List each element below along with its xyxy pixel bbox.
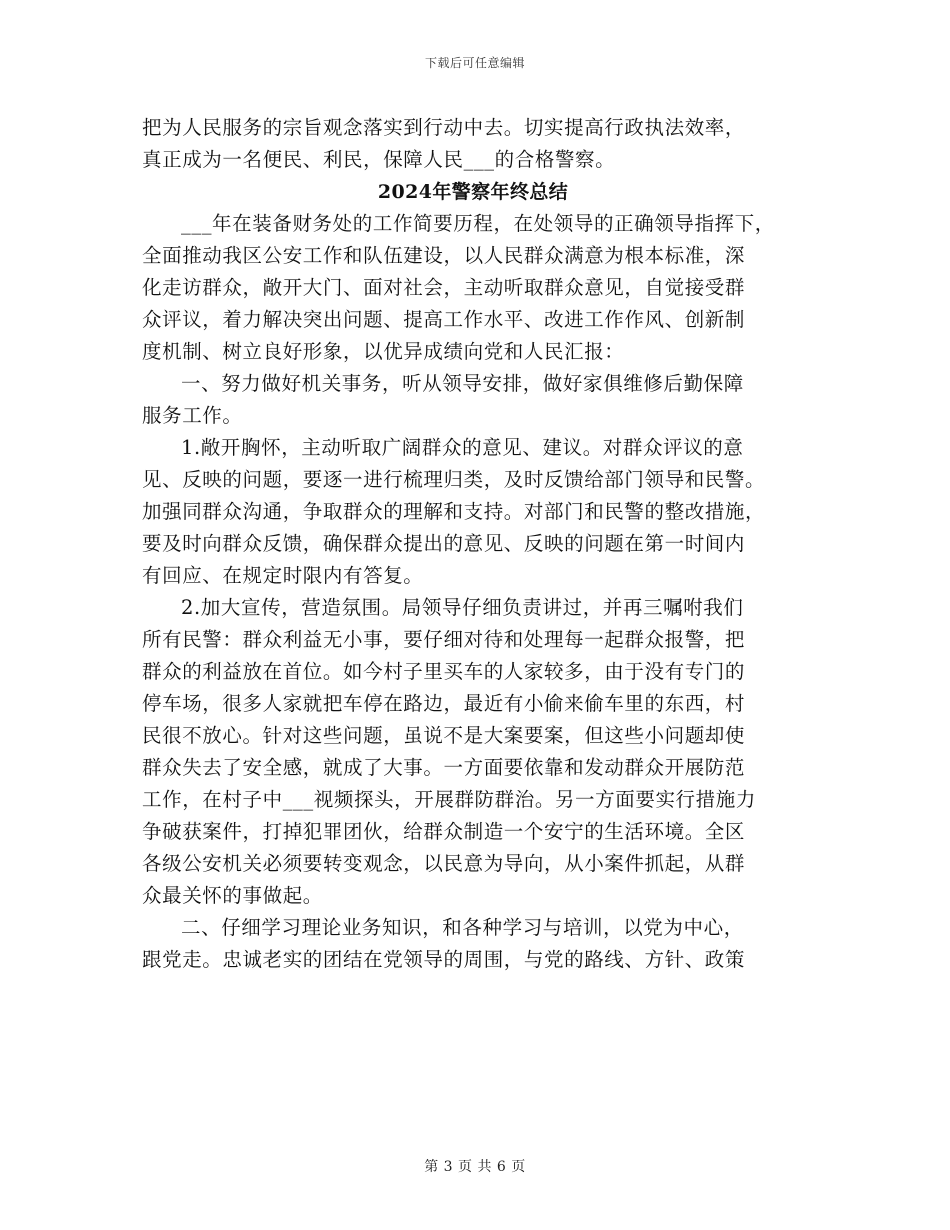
text-line: 服务工作。 bbox=[142, 404, 243, 427]
text-line: 所有民警：群众利益无小事，要仔细对待和处理每一起群众报警，把 bbox=[142, 628, 746, 651]
text-line: 真正成为一名便民、利民，保障人民___的合格警察。 bbox=[142, 148, 616, 171]
text-line: 众评议，着力解决突出问题、提高工作水平、改进工作作风、创新制 bbox=[142, 308, 746, 331]
text-line: 加强同群众沟通，争取群众的理解和支持。对部门和民警的整改措施， bbox=[142, 500, 766, 523]
paragraph-first-line: 二、仔细学习理论业务知识，和各种学习与培训，以党为中心， bbox=[181, 916, 744, 939]
text-line: 跟党走。忠诚老实的团结在党领导的周围，与党的路线、方针、政策 bbox=[142, 948, 746, 971]
text-line: 把为人民服务的宗旨观念落实到行动中去。切实提高行政执法效率， bbox=[142, 116, 746, 139]
paragraph-first-line: 2.加大宣传，营造氛围。局领导仔细负责讲过，并再三嘱咐我们 bbox=[181, 596, 744, 619]
text-line: 化走访群众，敞开大门、面对社会，主动听取群众意见，自觉接受群 bbox=[142, 276, 746, 299]
text-line: 民很不放心。针对这些问题，虽说不是大案要案，但这些小问题却使 bbox=[142, 724, 746, 747]
text-line: 度机制、树立良好形象，以优异成绩向党和人民汇报： bbox=[142, 340, 625, 363]
text-line: 争破获案件，打掉犯罪团伙，给群众制造一个安宁的生活环境。全区 bbox=[142, 820, 746, 843]
text-line: 工作，在村子中___视频探头，开展群防群治。另一方面要实行措施力 bbox=[142, 788, 756, 811]
text-line: 众最关怀的事做起。 bbox=[142, 884, 323, 907]
text-line: 群众失去了安全感，就成了大事。一方面要依靠和发动群众开展防范 bbox=[142, 756, 746, 779]
section-title: 2024年警察年终总结 bbox=[377, 181, 569, 203]
paragraph-first-line: 1.敞开胸怀，主动听取广阔群众的意见、建议。对群众评议的意 bbox=[181, 436, 744, 459]
document-body bbox=[142, 112, 804, 976]
header-note: 下载后可任意编辑 bbox=[424, 56, 525, 70]
text-line: 各级公安机关必须要转变观念，以民意为导向，从小案件抓起，从群 bbox=[142, 852, 746, 875]
text-line: 停车场，很多人家就把车停在路边，最近有小偷来偷车里的东西，村 bbox=[142, 692, 746, 715]
text-line: 全面推动我区公安工作和队伍建设，以人民群众满意为根本标准，深 bbox=[142, 244, 746, 267]
text-line: 要及时向群众反馈，确保群众提出的意见、反映的问题在第一时间内 bbox=[142, 532, 746, 555]
text-line: 群众的利益放在首位。如今村子里买车的人家较多，由于没有专门的 bbox=[142, 660, 746, 683]
paragraph-first-line: ___年在装备财务处的工作简要历程，在处领导的正确领导指挥下， bbox=[181, 212, 775, 235]
page-number: 第 3 页 共 6 页 bbox=[424, 1159, 526, 1175]
text-line: 有回应、在规定时限内有答复。 bbox=[142, 564, 424, 587]
paragraph-first-line: 一、努力做好机关事务，听从领导安排，做好家俱维修后勤保障 bbox=[181, 372, 744, 395]
text-line: 见、反映的问题，要逐一进行梳理归类，及时反馈给部门领导和民警。 bbox=[142, 468, 766, 491]
